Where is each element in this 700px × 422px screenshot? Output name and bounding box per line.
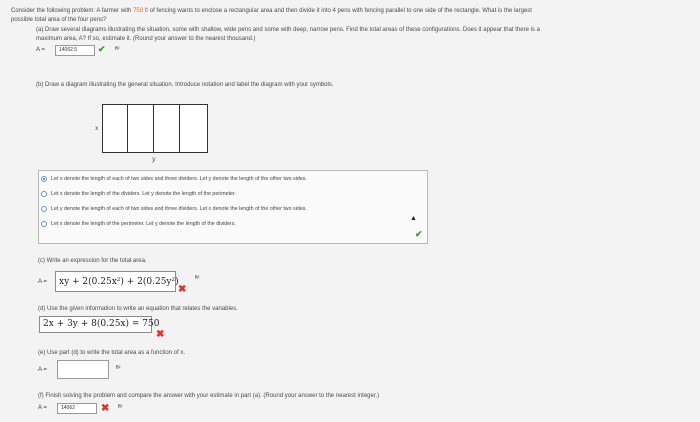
radio-option-3[interactable] [41,206,47,212]
radio-option-4[interactable] [41,221,47,227]
x-mark-icon: ✖ [178,284,187,295]
part-d-prompt: (d) Use the given information to write an equation that relates the variables. [38,306,238,312]
part-f-answer-input[interactable]: 14062 [57,403,97,414]
option-2-label[interactable]: Let x denote the length of the dividers. Let y denote the length of the perimeter. [51,191,236,197]
x-mark-icon: ✖ [101,403,110,414]
part-a-unit: ft² [115,46,120,52]
option-4-label[interactable]: Let x denote the length of the perimeter. Let y denote the length of the dividers. [51,221,236,227]
part-e-prompt: (e) Use part (d) to write the total area as a function of x. [38,350,186,356]
part-f-unit: ft² [118,404,123,410]
option-1-label[interactable]: Let x denote the length of each of two sides and three dividers. Let y denote the length of the other two sides. [51,176,307,182]
mouse-cursor-icon: ▲ [410,215,417,222]
x-mark-icon: ✖ [156,329,165,340]
check-icon: ✔ [415,229,423,239]
part-f-prompt: (f) Finish solving the problem and compare the answer with your estimate in part (a). (Round your answer to the nearest integer.) [38,393,380,399]
fence-amount: 750 ft [133,8,149,14]
pen-divider [179,104,180,152]
option-3-label[interactable]: Let y denote the length of each of two sides and three dividers. Let x denote the length of the other two sides. [51,206,307,212]
part-a-prompt-line2: maximum area, A? If so, estimate it. (Round your answer to the nearest thousand.) [36,36,256,42]
check-icon: ✔ [98,44,106,54]
part-c-expression-input[interactable]: xy + 2(0.25x²) + 2(0.25y²) [55,271,176,292]
problem-statement-line1 [11,8,532,14]
part-e-answer-input[interactable] [57,360,109,379]
pen-outline [102,104,208,153]
problem-text-rest: of fencing wants to enclose a rectangular area and then divide it into 4 pens with fencing parallel to one side of the rectangle. What is the largest [148,8,532,14]
part-a-answer-input[interactable]: 14062.5 [55,45,95,56]
part-c-answer-label: A = [38,279,47,285]
part-e-unit: ft² [116,365,121,371]
pen-divider [153,104,154,152]
part-b-prompt: (b) Draw a diagram illustrating the general situation. Introduce notation and label the diagram with your symbols. [36,82,334,88]
radio-option-2[interactable] [41,191,47,197]
problem-statement-line2: possible total area of the four pens? [11,17,107,23]
part-d-equation-input[interactable]: 2x + 3y + 8(0.25x) = 750 [39,316,152,333]
diagram-label-y: y [152,156,156,163]
part-f-answer-label: A = [38,405,47,411]
part-e-answer-label: A = [38,367,47,373]
part-c-prompt: (c) Write an expression for the total area. [38,258,147,264]
radio-option-1[interactable] [41,176,47,182]
part-a-prompt-line1: (a) Draw several diagrams illustrating the situation, some with shallow, wide pens and some with deep, narrow pens. Find the total areas of these configurations. Does it appear that there is a [36,27,540,33]
part-a-answer-label: A = [36,47,45,53]
part-c-unit: ft² [195,275,200,281]
diagram-label-x: x [95,125,99,132]
problem-text: Consider the following problem: A farmer with [11,8,134,14]
pen-divider [127,104,128,152]
